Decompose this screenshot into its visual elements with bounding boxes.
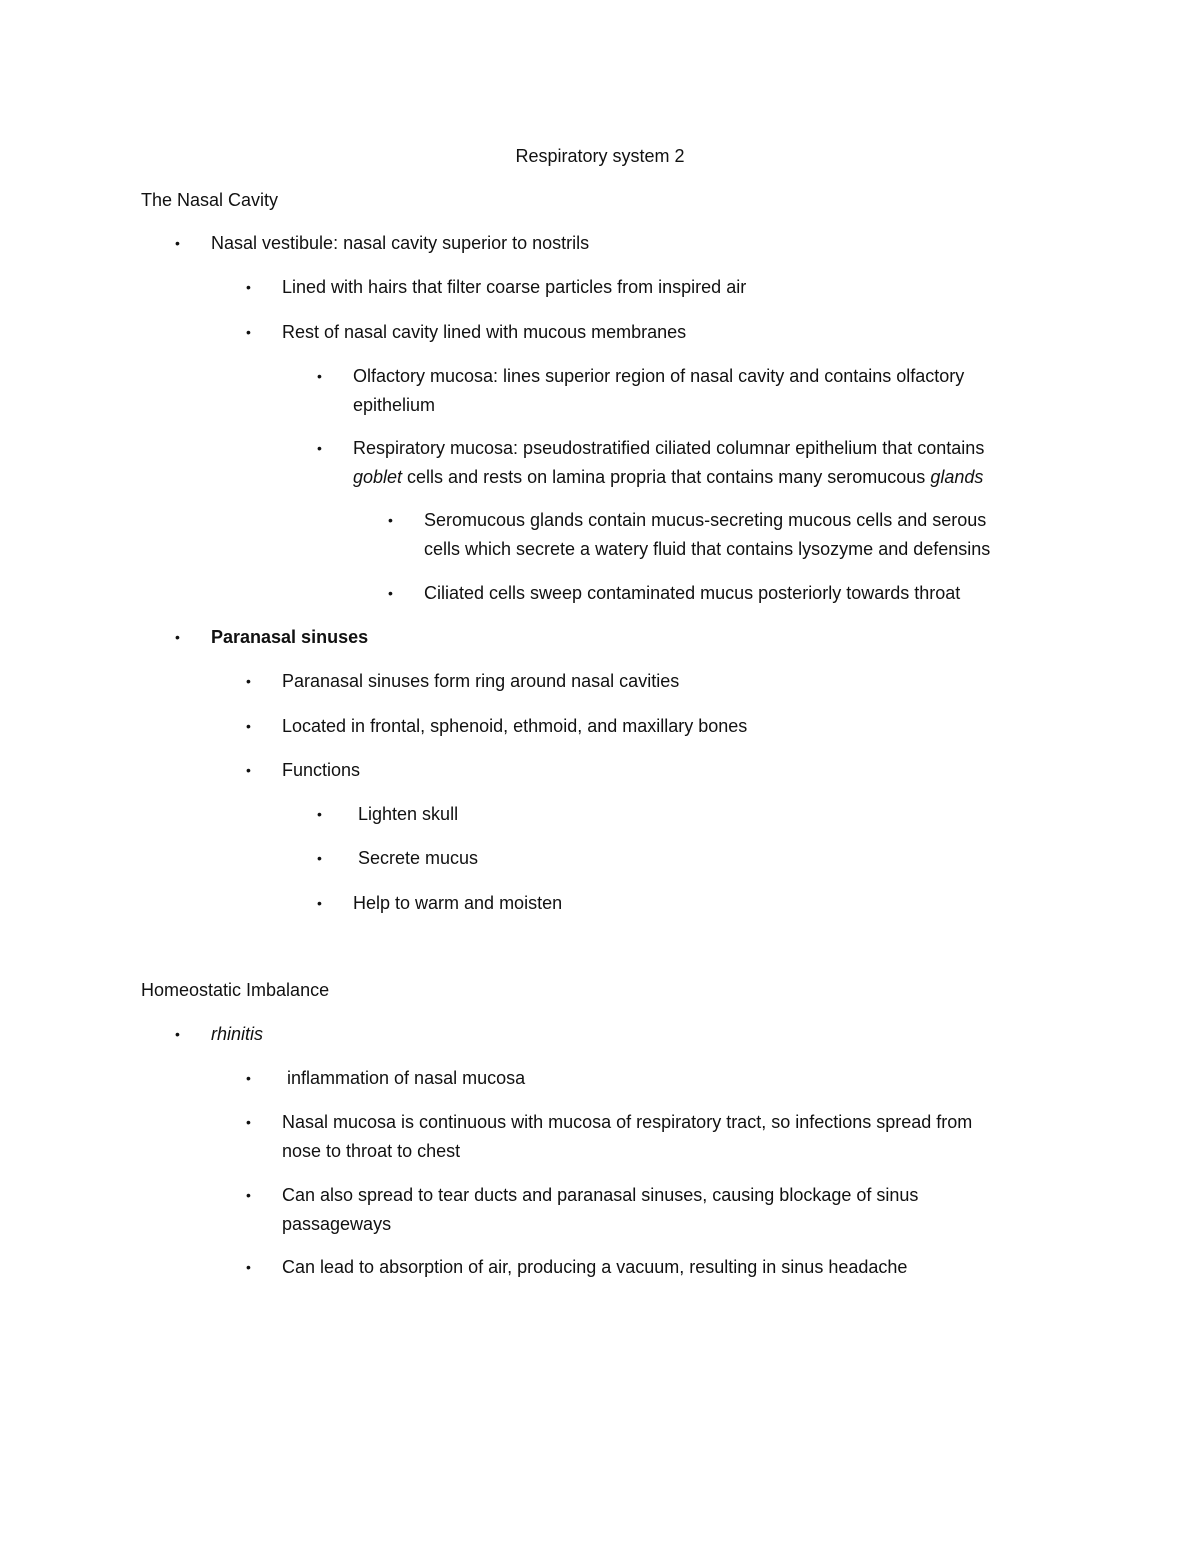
olfactory-line-2: epithelium [353, 395, 436, 415]
list-item-paranasal-ring: Paranasal sinuses form ring around nasal cavities [282, 671, 680, 691]
bullet-icon: • [246, 1187, 251, 1203]
section-heading-homeostatic-imbalance: Homeostatic Imbalance [141, 980, 330, 1000]
list-item-seromucous [424, 506, 1074, 564]
list-item-rest-lined: Rest of nasal cavity lined with mucous membranes [282, 322, 687, 342]
list-item-rhinitis: rhinitis [211, 1024, 264, 1044]
respiratory-line-1: Respiratory mucosa: pseudostratified ciliated columnar epithelium that contains [353, 438, 985, 458]
list-item-continuous [282, 1108, 1102, 1166]
list-item-lighten-skull: Lighten skull [353, 804, 459, 824]
list-item-tear-ducts [282, 1181, 1102, 1239]
list-item-secrete-mucus: Secrete mucus [353, 848, 479, 868]
bullet-icon: • [175, 629, 180, 645]
list-item-absorption: Can lead to absorption of air, producing a vacuum, resulting in sinus headache [282, 1257, 908, 1277]
list-item-nasal-vestibule: Nasal vestibule: nasal cavity superior to nostrils [211, 233, 590, 253]
list-item-lined-hairs: Lined with hairs that filter coarse particles from inspired air [282, 277, 747, 297]
respiratory-line-2 [353, 463, 1073, 492]
bullet-icon: • [246, 718, 251, 734]
continuous-line-1: Nasal mucosa is continuous with mucosa of respiratory tract, so infections spread from [282, 1112, 973, 1132]
list-item-functions: Functions [282, 760, 361, 780]
bullet-icon: • [317, 440, 322, 456]
bullet-icon: • [246, 1070, 251, 1086]
section-heading-nasal-cavity: The Nasal Cavity [141, 190, 279, 210]
list-item-respiratory-mucosa [353, 434, 1073, 492]
continuous-line-2: nose to throat to chest [282, 1141, 461, 1161]
list-item-inflammation: inflammation of nasal mucosa [282, 1068, 526, 1088]
respiratory-line-2-text: cells and rests on lamina propria that contains many seromucous [402, 467, 931, 487]
goblet-term: goblet [353, 467, 403, 487]
list-item-ciliated: Ciliated cells sweep contaminated mucus posteriorly towards throat [424, 583, 961, 603]
bullet-icon: • [246, 1114, 251, 1130]
seromucous-line-2: cells which secrete a watery fluid that contains lysozyme and defensins [424, 539, 991, 559]
bullet-icon: • [246, 279, 251, 295]
bullet-icon: • [388, 512, 393, 528]
bullet-icon: • [317, 850, 322, 866]
list-item-located: Located in frontal, sphenoid, ethmoid, and maxillary bones [282, 716, 748, 736]
bullet-icon: • [317, 368, 322, 384]
seromucous-line-1: Seromucous glands contain mucus-secreting mucous cells and serous [424, 510, 987, 530]
list-item-warm-moisten: Help to warm and moisten [353, 893, 563, 913]
spread-line-1: Can also spread to tear ducts and paranasal sinuses, causing blockage of sinus [282, 1185, 919, 1205]
bullet-icon: • [317, 806, 322, 822]
bullet-icon: • [246, 324, 251, 340]
bullet-icon: • [175, 1026, 180, 1042]
bullet-icon: • [246, 1259, 251, 1275]
olfactory-line-1: Olfactory mucosa: lines superior region of nasal cavity and contains olfactory [353, 366, 965, 386]
list-item-olfactory [353, 362, 1073, 420]
bullet-icon: • [246, 762, 251, 778]
page-title: Respiratory system 2 [515, 146, 685, 166]
glands-term: glands [930, 467, 984, 487]
bullet-icon: • [246, 673, 251, 689]
bullet-icon: • [388, 585, 393, 601]
bullet-icon: • [317, 895, 322, 911]
list-item-paranasal-sinuses: Paranasal sinuses [211, 627, 369, 647]
bullet-icon: • [175, 235, 180, 251]
spread-line-2: passageways [282, 1214, 392, 1234]
